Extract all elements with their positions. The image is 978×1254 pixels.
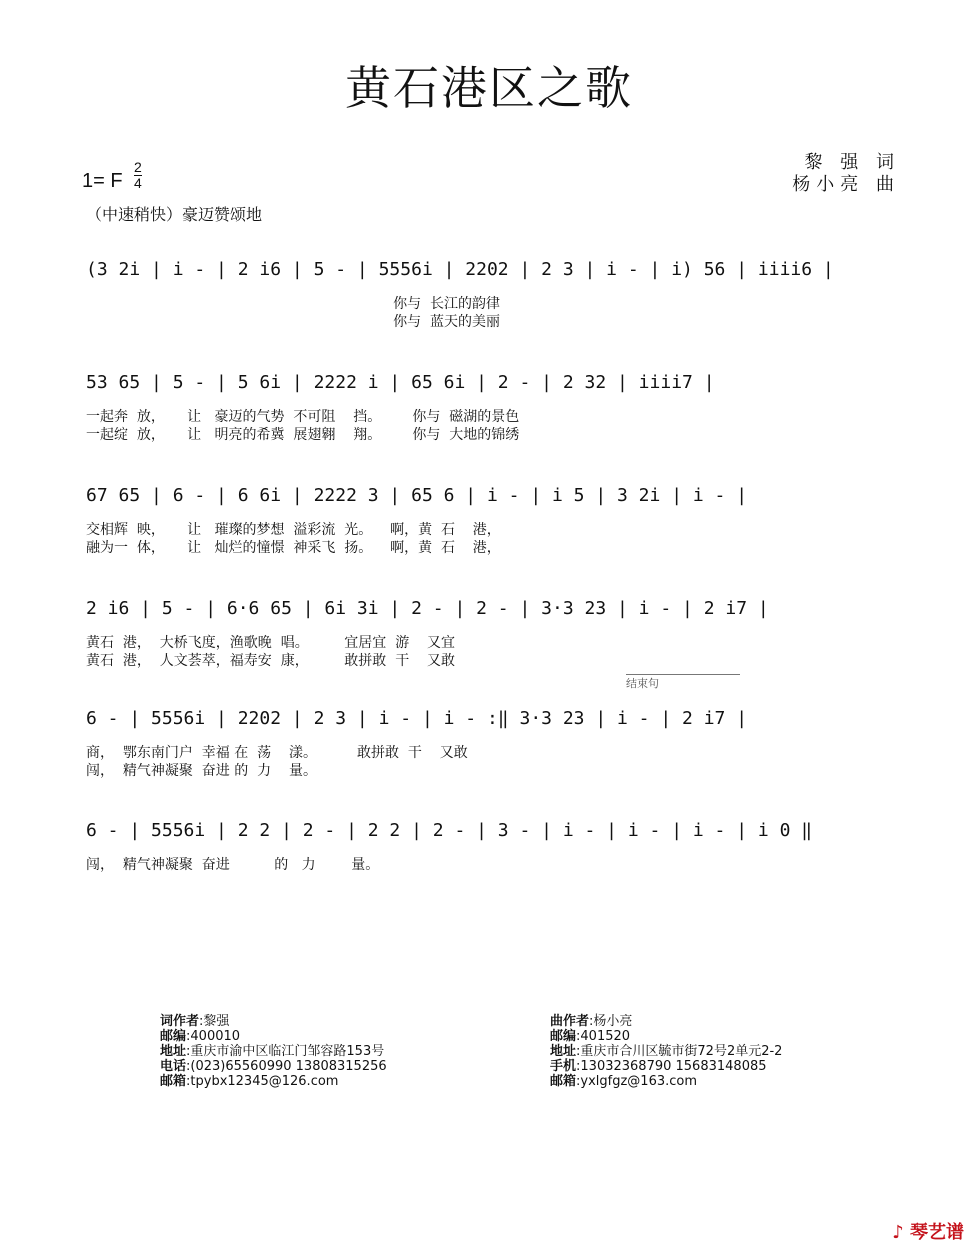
postcode-label: 邮编: [550, 1029, 577, 1044]
logo-icon: ♪: [892, 1222, 904, 1243]
lyrics-verse-2: 你与 蓝天的美丽: [86, 314, 500, 330]
address-label: 地址: [160, 1044, 187, 1059]
composer-credit: 杨小亮 曲: [792, 174, 900, 195]
lyrics-verse-1: 闯， 精气神凝聚 奋进 的 力 量。: [86, 857, 380, 873]
role-label: 词作者: [160, 1014, 200, 1029]
lyrics-verse-1: 黄石 港， 大桥飞度，渔歌晚 唱。 宜居宜 游 又宜: [86, 635, 456, 651]
contact-name: 杨小亮: [593, 1014, 633, 1029]
lyrics-verse-1: 一起奔 放， 让 豪迈的气势 不可阻 挡。 你与 磁湖的景色: [86, 409, 520, 425]
phone-label: 手机: [550, 1059, 577, 1074]
phone: (023)65560990 13808315256: [190, 1059, 387, 1074]
address: 重庆市合川区毓市街72号2单元2-2: [580, 1044, 783, 1059]
lyrics-verse-2: 黄石 港， 人文荟萃，福寿安 康， 敢拼敢 干 又敢: [86, 653, 456, 669]
address: 重庆市渝中区临江门邹容路153号: [190, 1044, 385, 1059]
notation-line: 6 - | 5556i | 2202 | 2 3 | i - | i - :‖ 3·3 23 | i - | 2 i7 |: [86, 708, 748, 729]
email: yxlgfgz@163.com: [580, 1074, 698, 1089]
lyrics-verse-2: 融为一 体， 让 灿烂的憧憬 神采飞 扬。 啊，黄 石 港，: [86, 540, 501, 556]
song-title: 黄石港区之歌: [345, 61, 633, 115]
lyrics-verse-1: 交相辉 映， 让 璀璨的梦想 溢彩流 光。 啊，黄 石 港，: [86, 522, 501, 538]
time-signature-top: 2: [134, 159, 142, 175]
notation-line: (3 2i | i - | 2 i6 | 5 - | 5556i | 2202 | 2 3 | i - | i) 56 | iiii6 |: [86, 259, 834, 280]
address-label: 地址: [550, 1044, 577, 1059]
time-signature-bottom: 4: [134, 175, 142, 191]
email-label: 邮箱: [160, 1074, 187, 1089]
email: tpybx12345@126.com: [190, 1074, 339, 1089]
lyrics-verse-2: 闯， 精气神凝聚 奋进 的 力 量。: [86, 763, 317, 779]
end-phrase-mark: 结束句: [626, 674, 740, 691]
lyrics-verse-1: 你与 长江的韵律: [86, 296, 500, 312]
role-label: 曲作者: [550, 1014, 590, 1029]
postcode: 400010: [190, 1029, 241, 1044]
composer-contact: 曲作者:杨小亮 邮编:401520 地址:重庆市合川区毓市街72号2单元2-2 手机:13032368790 15683148085 邮箱:yxlgfgz@163.com: [550, 1014, 783, 1089]
phone: 13032368790 15683148085: [580, 1059, 767, 1074]
lyricist-contact: 词作者:黎强 邮编:400010 地址:重庆市渝中区临江门邹容路153号 电话:(023)65560990 13808315256 邮箱:tpybx12345@126.com: [160, 1014, 387, 1089]
notation-line: 2 i6 | 5 - | 6·6 65 | 6i 3i | 2 - | 2 - | 3·3 23 | i - | 2 i7 |: [86, 598, 769, 619]
email-label: 邮箱: [550, 1074, 577, 1089]
key-signature: 1= F: [82, 170, 123, 192]
lyrics-verse-2: 一起绽 放， 让 明亮的希冀 展翅翱 翔。 你与 大地的锦绣: [86, 427, 520, 443]
notation-line: 6 - | 5556i | 2 2 | 2 - | 2 2 | 2 - | 3 - | i - | i - | i - | i 0 ‖: [86, 820, 813, 841]
lyrics-verse-1: 商， 鄂东南门户 幸福 在 荡 漾。 敢拼敢 干 又敢: [86, 745, 468, 761]
notation-line: 53 65 | 5 - | 5 6i | 2222 i | 65 6i | 2 - | 2 32 | iiii7 |: [86, 372, 715, 393]
tempo-marking: （中速稍快）豪迈赞颂地: [86, 205, 263, 224]
phone-label: 电话: [160, 1059, 187, 1074]
postcode-label: 邮编: [160, 1029, 187, 1044]
notation-line: 67 65 | 6 - | 6 6i | 2222 3 | 65 6 | i - | i 5 | 3 2i | i - |: [86, 485, 748, 506]
contact-name: 黎强: [203, 1014, 230, 1029]
lyricist-credit: 黎 强 词: [804, 152, 900, 173]
site-logo: [892, 1218, 964, 1244]
logo-text: 琴艺谱: [910, 1222, 964, 1243]
postcode: 401520: [580, 1029, 631, 1044]
time-signature: [134, 160, 142, 191]
